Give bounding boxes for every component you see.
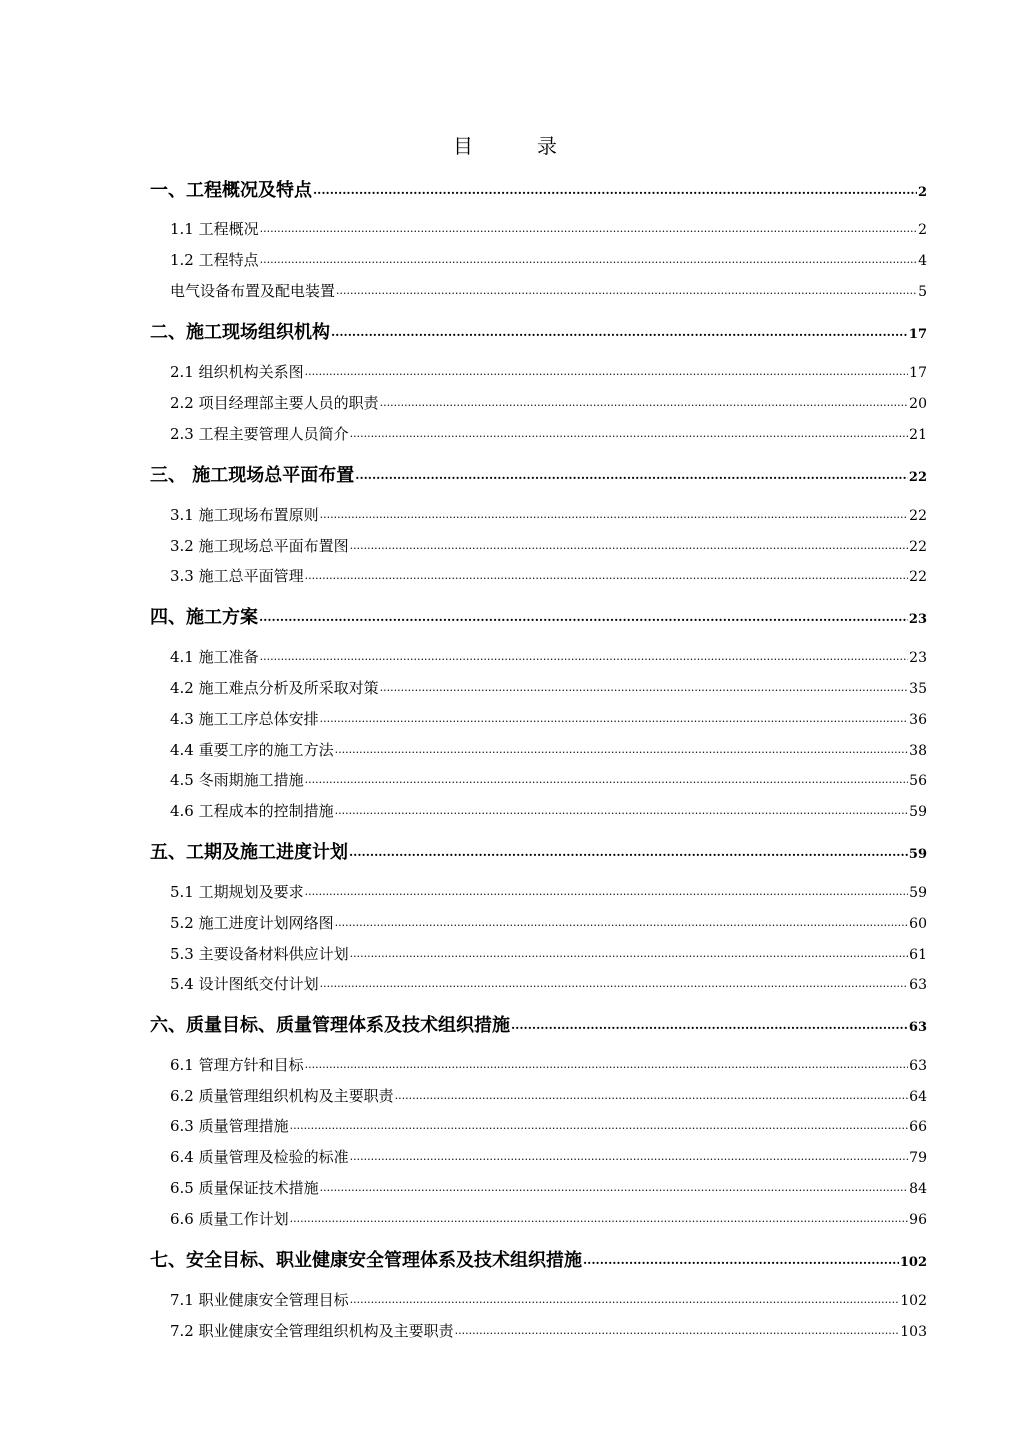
toc-section-entry[interactable] — [170, 973, 927, 994]
toc-section-entry[interactable] — [170, 280, 927, 301]
toc-section-entry[interactable] — [170, 912, 927, 933]
toc-dot-leader — [260, 250, 917, 265]
toc-chapter-entry[interactable] — [150, 461, 927, 487]
toc-dot-leader — [350, 1147, 909, 1162]
toc-entry-label: 2.3 工程主要管理人员简介 — [170, 425, 349, 443]
toc-section-entry[interactable] — [170, 535, 927, 556]
toc-page-number: 56 — [909, 773, 927, 789]
toc-dot-leader — [350, 1290, 900, 1305]
toc-page-number: 4 — [918, 253, 927, 269]
toc-section-entry[interactable] — [170, 392, 927, 413]
toc-dot-leader — [320, 505, 909, 520]
toc-section-entry[interactable] — [170, 1054, 927, 1075]
toc-entry-label: 4.4 重要工序的施工方法 — [170, 741, 334, 759]
toc-page-number: 38 — [909, 743, 927, 759]
toc-page-number: 22 — [908, 470, 927, 485]
toc-dot-leader — [331, 320, 908, 338]
toc-section-entry[interactable] — [170, 881, 927, 902]
toc-entry-label: 2.1 组织机构关系图 — [170, 363, 304, 381]
toc-section-entry[interactable] — [170, 1115, 927, 1136]
toc-dot-leader — [260, 647, 909, 662]
toc-section-entry[interactable] — [170, 1177, 927, 1198]
toc-entry-label: 四、施工方案 — [150, 607, 258, 628]
toc-dot-leader — [395, 1086, 909, 1101]
toc-dot-leader — [320, 974, 909, 989]
toc-page-number: 59 — [909, 885, 927, 901]
toc-dot-leader — [380, 678, 909, 693]
toc-page-number: 17 — [908, 327, 927, 342]
toc-page-number: 102 — [900, 1293, 927, 1309]
toc-page-number: 36 — [909, 712, 927, 728]
toc-section-entry[interactable] — [170, 1208, 927, 1229]
toc-entry-label: 6.5 质量保证技术措施 — [170, 1179, 319, 1197]
toc-section-entry[interactable] — [170, 1289, 927, 1310]
toc-dot-leader — [290, 1116, 909, 1131]
toc-dot-leader — [336, 281, 917, 296]
toc-dot-leader — [349, 840, 908, 858]
toc-page-number: 66 — [909, 1119, 927, 1135]
toc-section-entry[interactable] — [170, 708, 927, 729]
toc-dot-leader — [305, 362, 909, 377]
toc-entry-label: 4.6 工程成本的控制措施 — [170, 802, 334, 820]
toc-page-number: 23 — [908, 612, 927, 627]
toc-chapter-entry[interactable] — [150, 318, 927, 344]
toc-entry-label: 1.1 工程概况 — [170, 220, 259, 238]
toc-entry-label: 6.3 质量管理措施 — [170, 1117, 289, 1135]
toc-page-number: 35 — [909, 681, 927, 697]
toc-dot-leader — [583, 1248, 899, 1266]
toc-entry-label: 6.2 质量管理组织机构及主要职责 — [170, 1087, 394, 1105]
toc-dot-leader — [380, 393, 909, 408]
toc-dot-leader — [335, 801, 909, 816]
toc-page-number: 59 — [909, 804, 927, 820]
toc-entry-label: 6.4 质量管理及检验的标准 — [170, 1148, 349, 1166]
toc-dot-leader — [290, 1209, 909, 1224]
toc-dot-leader — [350, 424, 909, 439]
toc-entry-label: 2.2 项目经理部主要人员的职责 — [170, 394, 379, 412]
toc-dot-leader — [335, 913, 909, 928]
toc-entry-label: 六、质量目标、质量管理体系及技术组织措施 — [150, 1015, 510, 1036]
toc-section-entry[interactable] — [170, 1085, 927, 1106]
toc-entry-label: 七、安全目标、职业健康安全管理体系及技术组织措施 — [150, 1250, 582, 1271]
toc-entry-label: 6.6 质量工作计划 — [170, 1210, 289, 1228]
toc-chapter-entry[interactable] — [150, 176, 927, 202]
toc-entry-label: 4.1 施工准备 — [170, 648, 259, 666]
title-char-left: 目 — [453, 134, 475, 158]
toc-page-number: 22 — [909, 569, 927, 585]
toc-page-number: 5 — [918, 284, 927, 300]
toc-dot-leader — [455, 1321, 900, 1336]
toc-chapter-entry[interactable] — [150, 1246, 927, 1272]
toc-page-number: 61 — [909, 947, 927, 963]
toc-page-number: 63 — [909, 977, 927, 993]
toc-dot-leader — [305, 770, 909, 785]
toc-page-number: 79 — [909, 1150, 927, 1166]
toc-section-entry[interactable] — [170, 800, 927, 821]
toc-page-number: 103 — [900, 1324, 927, 1340]
toc-entry-label: 7.2 职业健康安全管理组织机构及主要职责 — [170, 1322, 454, 1340]
toc-dot-leader — [260, 219, 917, 234]
toc-chapter-entry[interactable] — [150, 603, 927, 629]
toc-entry-label: 二、施工现场组织机构 — [150, 322, 330, 343]
toc-page-number: 102 — [899, 1255, 927, 1270]
toc-dot-leader — [320, 1178, 909, 1193]
toc-entry-label: 5.2 施工进度计划网络图 — [170, 914, 334, 932]
toc-page-number: 63 — [909, 1058, 927, 1074]
toc-entry-label: 5.1 工期规划及要求 — [170, 883, 304, 901]
toc-entry-label: 4.2 施工难点分析及所采取对策 — [170, 679, 379, 697]
toc-section-entry[interactable] — [170, 1320, 927, 1341]
toc-page-number: 21 — [909, 427, 927, 443]
toc-section-entry[interactable] — [170, 218, 927, 239]
toc-entry-label: 五、工期及施工进度计划 — [150, 842, 348, 863]
toc-dot-leader — [355, 463, 908, 481]
toc-section-entry[interactable] — [170, 943, 927, 964]
toc-section-entry[interactable] — [170, 677, 927, 698]
toc-page-number: 2 — [918, 222, 927, 238]
toc-page-number: 2 — [917, 185, 927, 200]
toc-entry-label: 1.2 工程特点 — [170, 251, 259, 269]
toc-section-entry[interactable] — [170, 504, 927, 525]
toc-entry-label: 6.1 管理方针和目标 — [170, 1056, 304, 1074]
toc-dot-leader — [313, 178, 917, 196]
toc-entry-label: 5.3 主要设备材料供应计划 — [170, 945, 349, 963]
toc-page-number: 96 — [909, 1212, 927, 1228]
toc-dot-leader — [259, 605, 908, 623]
toc-dot-leader — [305, 882, 909, 897]
toc-page-number: 59 — [908, 847, 927, 862]
toc-entry-label: 3.1 施工现场布置原则 — [170, 506, 319, 524]
toc-dot-leader — [335, 740, 909, 755]
toc-chapter-entry[interactable] — [150, 1011, 927, 1037]
toc-section-entry[interactable] — [170, 646, 927, 667]
toc-entry-label: 7.1 职业健康安全管理目标 — [170, 1291, 349, 1309]
toc-page-number: 60 — [909, 916, 927, 932]
toc-page-number: 63 — [908, 1020, 927, 1035]
toc-page-number: 22 — [909, 539, 927, 555]
toc-dot-leader — [305, 566, 909, 581]
toc-entry-label: 三、 施工现场总平面布置 — [150, 465, 355, 486]
toc-page-number: 17 — [909, 365, 927, 381]
toc-page-number: 22 — [909, 508, 927, 524]
toc-dot-leader — [350, 536, 909, 551]
toc-page-number: 64 — [909, 1089, 927, 1105]
toc-section-entry[interactable] — [170, 361, 927, 382]
toc-section-entry[interactable] — [170, 249, 927, 270]
page-title — [0, 130, 1012, 159]
toc-entry-label: 电气设备布置及配电装置 — [170, 282, 336, 300]
toc-entry-label: 4.5 冬雨期施工措施 — [170, 771, 304, 789]
toc-section-entry[interactable] — [170, 565, 927, 586]
toc-entry-label: 3.3 施工总平面管理 — [170, 567, 304, 585]
toc-page-number: 23 — [909, 650, 927, 666]
toc-dot-leader — [305, 1055, 909, 1070]
toc-dot-leader — [320, 709, 909, 724]
toc-page-number: 20 — [909, 396, 927, 412]
toc-entry-label: 3.2 施工现场总平面布置图 — [170, 537, 349, 555]
toc-section-entry[interactable] — [170, 1146, 927, 1167]
toc-entry-label: 5.4 设计图纸交付计划 — [170, 975, 319, 993]
toc-dot-leader — [511, 1013, 908, 1031]
toc-section-entry[interactable] — [170, 423, 927, 444]
toc-page-number: 84 — [909, 1181, 927, 1197]
toc-section-entry[interactable] — [170, 769, 927, 790]
toc-entry-label: 4.3 施工工序总体安排 — [170, 710, 319, 728]
toc-entry-label: 一、工程概况及特点 — [150, 180, 312, 201]
toc-chapter-entry[interactable] — [150, 838, 927, 864]
toc-dot-leader — [350, 944, 909, 959]
toc-section-entry[interactable] — [170, 739, 927, 760]
title-char-right: 录 — [537, 134, 559, 158]
